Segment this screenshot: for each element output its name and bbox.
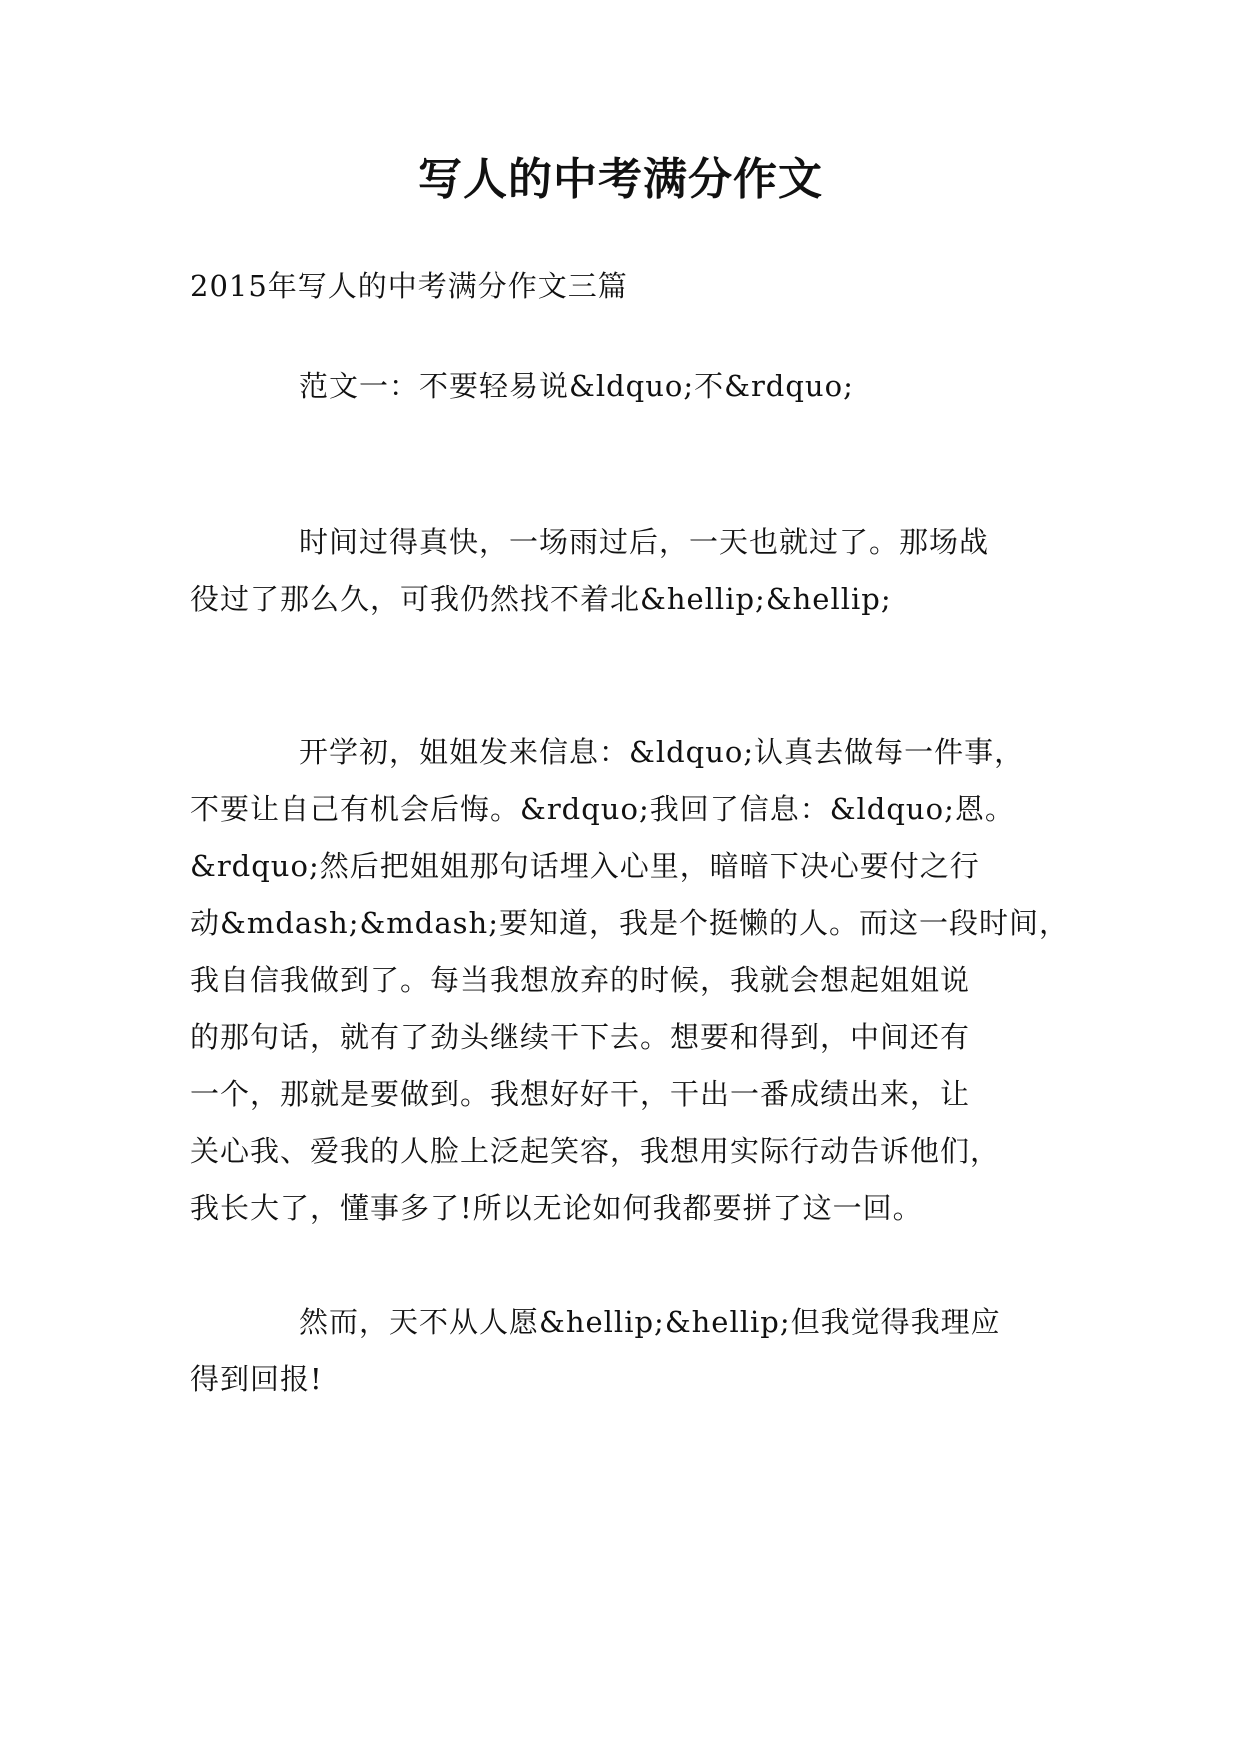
paragraph-line: 关心我、爱我的人脸上泛起笑容，我想用实际行动告诉他们， — [190, 1134, 1001, 1168]
document-subtitle — [190, 258, 1070, 315]
paragraph-line: 不要让自己有机会后悔。&rdquo;我回了信息：&ldquo;恩。 — [190, 792, 1015, 826]
paragraph-line: 我自信我做到了。每当我想放弃的时候，我就会想起姐姐说 — [190, 963, 971, 997]
paragraph-line: 动&mdash;&mdash;要知道，我是个挺懒的人。而这一段时间， — [190, 906, 1069, 940]
paragraph-line: 开学初，姐姐发来信息：&ldquo;认真去做每一件事， — [299, 735, 1025, 769]
subtitle-line: 2015年写人的中考满分作文三篇 — [190, 269, 628, 303]
paragraph-line: 的那句话，就有了劲头继续干下去。想要和得到，中间还有 — [190, 1020, 971, 1054]
paragraph-line: &rdquo;然后把姐姐那句话埋入心里，暗暗下决心要付之行 — [190, 849, 980, 883]
paragraph-line: 役过了那么久，可我仍然找不着北&hellip;&hellip; — [190, 582, 892, 616]
paragraph-1 — [190, 514, 1070, 628]
paragraph-2 — [190, 724, 1070, 1237]
paragraph-3 — [190, 1294, 1070, 1408]
paragraph-line: 时间过得真快，一场雨过后，一天也就过了。那场战 — [299, 525, 990, 559]
section-heading — [190, 358, 1070, 415]
paragraph-line: 得到回报! — [190, 1362, 323, 1396]
section-heading-line: 范文一：不要轻易说&ldquo;不&rdquo; — [299, 369, 854, 403]
paragraph-line: 我长大了，懂事多了!所以无论如何我都要拼了这一回。 — [190, 1191, 923, 1225]
paragraph-line: 然而，天不从人愿&hellip;&hellip;但我觉得我理应 — [299, 1305, 1001, 1339]
paragraph-line: 一个，那就是要做到。我想好好干，干出一番成绩出来，让 — [190, 1077, 971, 1111]
document-title: 写人的中考满分作文 — [418, 154, 823, 205]
